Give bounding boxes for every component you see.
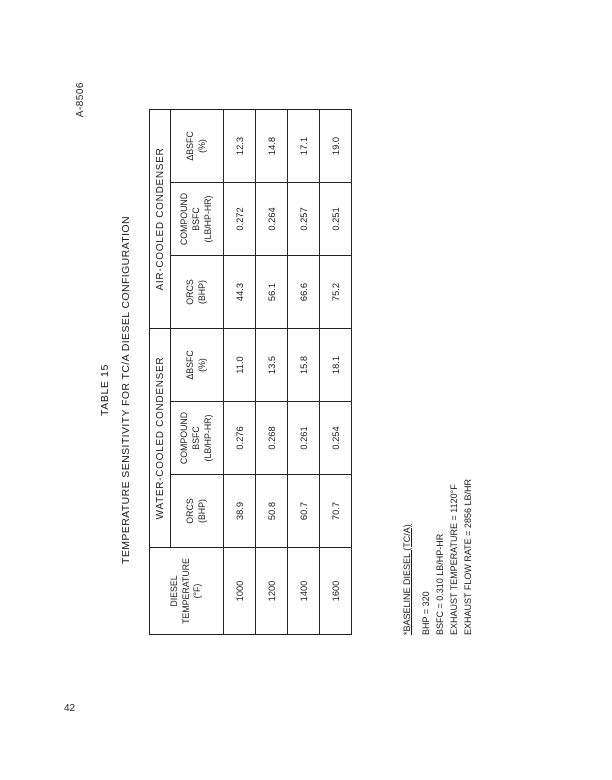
row-temperature: 1600 [320, 548, 352, 635]
cell-delta-bsfc-water: 11.0 [224, 329, 256, 402]
document-body [71, 70, 541, 710]
title-block [99, 70, 132, 710]
cell-orcs-water: 50.8 [256, 475, 288, 548]
cell-bsfc-air: 0.257 [288, 183, 320, 256]
table-row [288, 110, 320, 635]
cell-bsfc-air: 0.251 [320, 183, 352, 256]
table-label: TABLE 15 [99, 364, 111, 416]
cell-bsfc-water: 0.261 [288, 402, 320, 475]
corner-header-cell [150, 548, 224, 635]
table-row [224, 110, 256, 635]
table-group-header-row [150, 110, 171, 635]
sub-header-delta-bsfc-air: ΔBSFC (%) [171, 110, 224, 183]
sub-header-orcs-water: ORCS (BHP) [171, 475, 224, 548]
cell-bsfc-water: 0.276 [224, 402, 256, 475]
data-table [149, 109, 352, 635]
row-temperature: 1000 [224, 548, 256, 635]
cell-orcs-air: 44.3 [224, 256, 256, 329]
table-caption: TEMPERATURE SENSITIVITY FOR TC/A DIESEL CONFIGURATION [120, 216, 132, 564]
cell-delta-bsfc-air: 12.3 [224, 110, 256, 183]
row-temperature: 1200 [256, 548, 288, 635]
sub-header-orcs-air: ORCS (BHP) [171, 256, 224, 329]
row-temperature: 1400 [288, 548, 320, 635]
cell-orcs-air: 75.2 [320, 256, 352, 329]
corner-header-line-2: TEMPERATURE [180, 558, 191, 624]
footnote-baseline-label: *BASELINE DIESEL (TC/A) [402, 524, 412, 635]
table-row [320, 110, 352, 635]
footnotes-block [401, 479, 476, 635]
cell-delta-bsfc-water: 13.5 [256, 329, 288, 402]
group-header-air-cooled: AIR-COOLED CONDENSER [150, 110, 171, 329]
cell-orcs-water: 38.9 [224, 475, 256, 548]
footnote-line: EXHAUST FLOW RATE = 2856 LB/HR [462, 479, 473, 635]
cell-bsfc-air: 0.272 [224, 183, 256, 256]
document-code-id: A-8506 [75, 82, 86, 118]
footnote-line: EXHAUST TEMPERATURE = 1120°F [448, 484, 459, 635]
sub-header-bsfc-air: COMPOUND BSFC (LB/HP-HR) [171, 183, 224, 256]
table-header [150, 110, 224, 635]
cell-orcs-water: 60.7 [288, 475, 320, 548]
sub-header-bsfc-water: COMPOUND BSFC (LB/HP-HR) [171, 402, 224, 475]
table-body [224, 110, 352, 635]
cell-delta-bsfc-water: 15.8 [288, 329, 320, 402]
cell-delta-bsfc-air: 19.0 [320, 110, 352, 183]
group-header-water-cooled: WATER-COOLED CONDENSER [150, 329, 171, 548]
cell-delta-bsfc-water: 18.1 [320, 329, 352, 402]
cell-orcs-water: 70.7 [320, 475, 352, 548]
page-number: 42 [64, 703, 76, 714]
rotated-content-wrapper [71, 70, 541, 710]
cell-delta-bsfc-air: 17.1 [288, 110, 320, 183]
cell-orcs-air: 66.6 [288, 256, 320, 329]
footnote-line: BSFC = 0.310 LB/HP-HR [434, 533, 445, 635]
cell-orcs-air: 56.1 [256, 256, 288, 329]
footnote-line: BHP = 320 [420, 591, 431, 635]
table-row [256, 110, 288, 635]
cell-bsfc-water: 0.254 [320, 402, 352, 475]
corner-header-line-1: DIESEL [168, 575, 179, 607]
corner-header-line-3: (°F) [192, 583, 203, 599]
cell-bsfc-air: 0.264 [256, 183, 288, 256]
sub-header-delta-bsfc-water: ΔBSFC (%) [171, 329, 224, 402]
cell-bsfc-water: 0.268 [256, 402, 288, 475]
cell-delta-bsfc-air: 14.8 [256, 110, 288, 183]
